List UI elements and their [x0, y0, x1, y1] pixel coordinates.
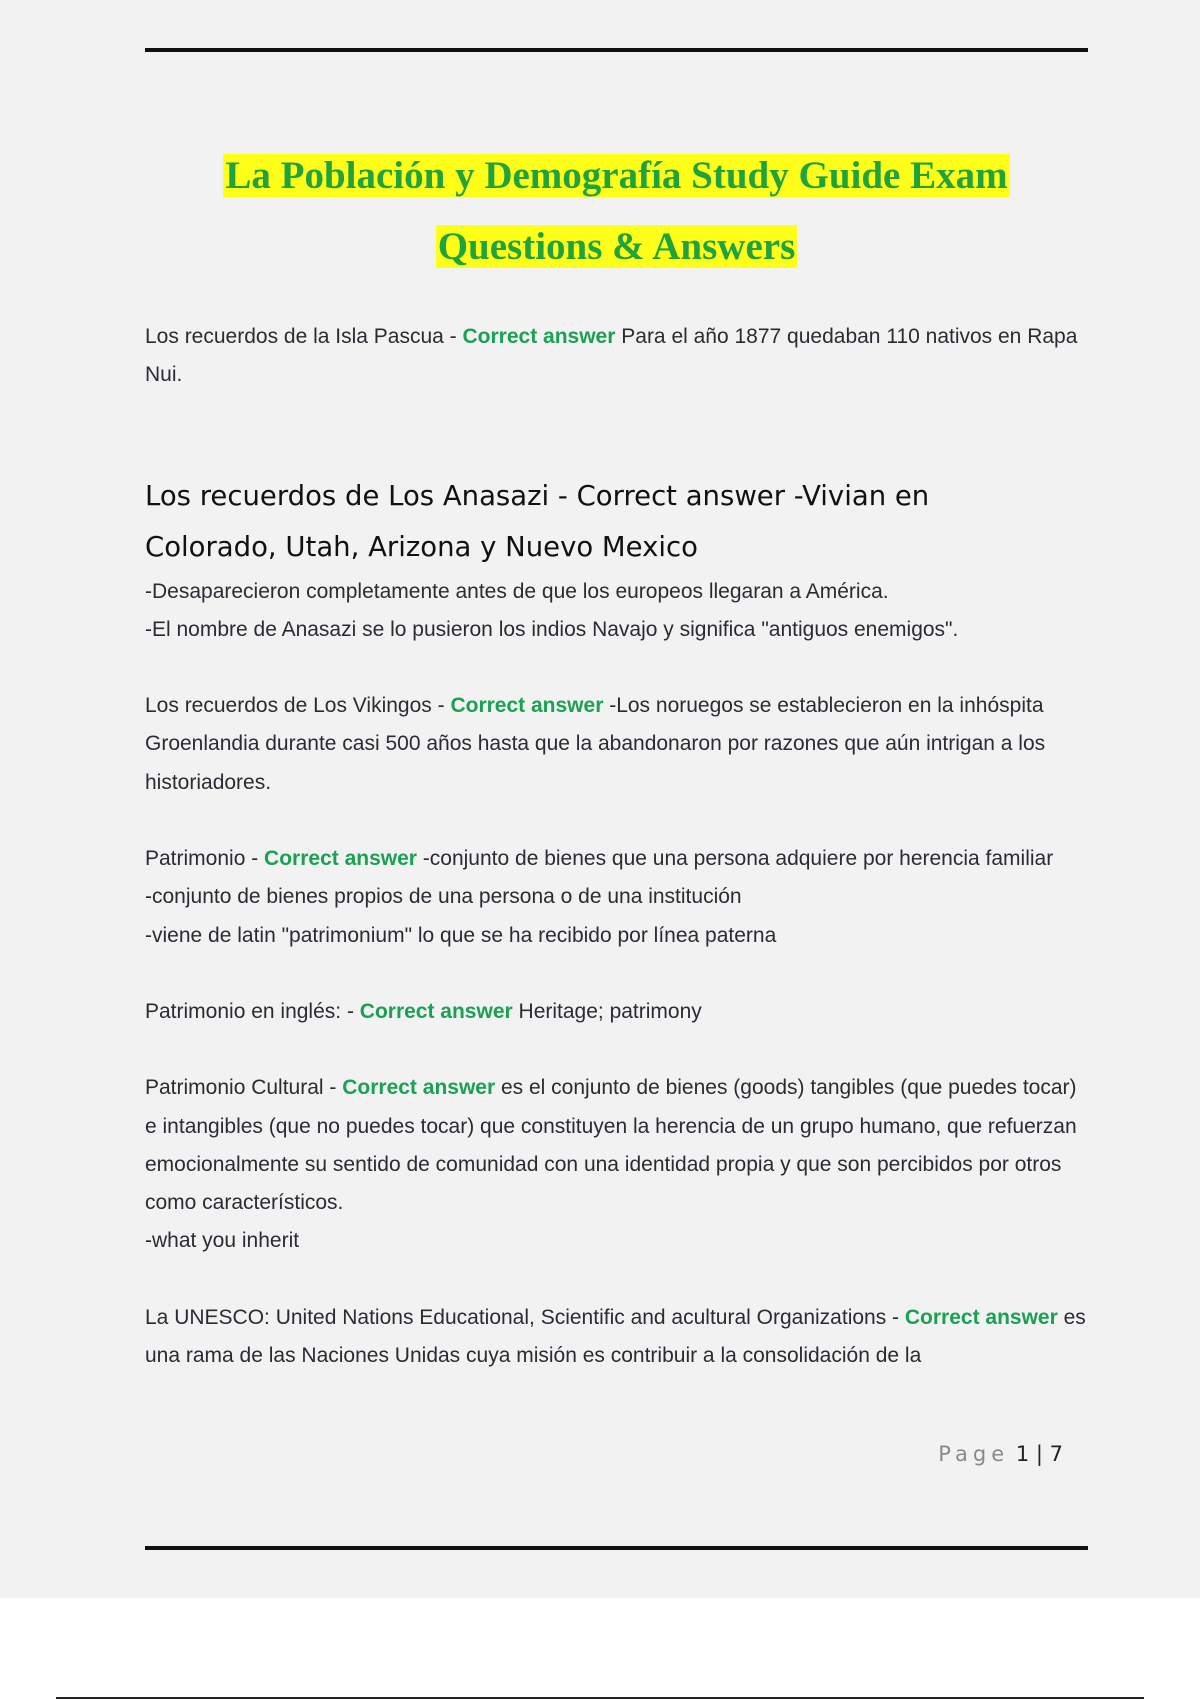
qa-entry-vikingos — [145, 687, 1088, 802]
qa-entry-anasazi — [145, 471, 1088, 650]
entry-answer: -conjunto de bienes que una persona adquiere por herencia familiar — [416, 847, 1054, 871]
qa-entry-patrimonio — [145, 840, 1088, 955]
entry-line: -Desaparecieron completamente antes de que los europeos llegaran a América. — [145, 579, 889, 603]
entry-line: -El nombre de Anasazi se lo pusieron los indios Navajo y significa "antiguos enemigos". — [145, 617, 959, 641]
page-number: 1 — [1015, 1442, 1030, 1466]
entry-term: Los recuerdos de Los Vikingos - — [145, 694, 451, 718]
title-line-2: Questions & Answers — [437, 225, 796, 268]
entry-line: -viene de latin "patrimonium" lo que se ha recibido por línea paterna — [145, 923, 777, 947]
entry-term: Patrimonio Cultural - — [145, 1076, 343, 1100]
header-rule — [145, 48, 1088, 52]
entry-answer: es una rama de las Naciones Unidas cuya misión es contribuir a la consolidación de la — [145, 1305, 1086, 1368]
next-page-rule — [56, 1697, 1144, 1699]
correct-answer-label: Correct answer — [342, 1076, 496, 1100]
entry-term: Patrimonio en inglés: - — [145, 999, 360, 1023]
footer-rule — [145, 1546, 1088, 1550]
page-footer — [145, 1442, 1063, 1466]
correct-answer-label: Correct answer — [462, 325, 616, 348]
page-label: Page — [938, 1442, 1010, 1466]
entry-answer: Heritage; patrimony — [512, 999, 702, 1023]
entry-answer: Para el año 1877 quedaban 110 nativos en Rapa Nui. — [145, 325, 1078, 387]
entry-term: Los recuerdos de la Isla Pascua - — [145, 325, 463, 348]
entry-term: La UNESCO: United Nations Educational, Scientific and acultural Organizations - — [145, 1305, 905, 1329]
page-separator: | — [1029, 1442, 1050, 1466]
entry-large-line-2: Colorado, Utah, Arizona y Nuevo Mexico — [145, 530, 698, 563]
entry-line: -conjunto de bienes propios de una persona o de una institución — [145, 885, 742, 909]
entry-line: -what you inherit — [145, 1229, 300, 1253]
qa-entry-patrimonio-cultural — [145, 1069, 1088, 1260]
correct-answer-label: Correct answer — [450, 694, 604, 718]
entry-answer: -Los noruegos se establecieron en la inhóspita Groenlandia durante casi 500 años hasta que la abandonaron por razones que aún intrigan a los historiadores. — [145, 694, 1046, 794]
qa-content — [145, 318, 1088, 1375]
correct-answer-label: Correct answer — [904, 1305, 1058, 1329]
qa-entry-isla-pascua — [145, 318, 1088, 395]
entry-answer: es el conjunto de bienes (goods) tangibles (que puedes tocar) e intangibles (que no puedes tocar) que constituyen la herencia de un grupo humano, que refuerzan emocionalmente su sentido de comunidad con una identidad propia y que son percibidos por otros como característicos. — [145, 1076, 1077, 1215]
correct-answer-label: Correct answer — [264, 847, 417, 871]
document-title — [145, 140, 1088, 282]
entry-large-line-1: Los recuerdos de Los Anasazi - Correct answer -Vivian en — [145, 479, 930, 512]
qa-entry-unesco — [145, 1299, 1088, 1376]
title-line-1: La Población y Demografía Study Guide Exam — [225, 154, 1008, 197]
entry-term: Patrimonio - — [145, 847, 265, 871]
qa-entry-patrimonio-ingles — [145, 993, 1088, 1031]
correct-answer-label: Correct answer — [359, 999, 513, 1023]
page-total: 7 — [1049, 1442, 1063, 1466]
